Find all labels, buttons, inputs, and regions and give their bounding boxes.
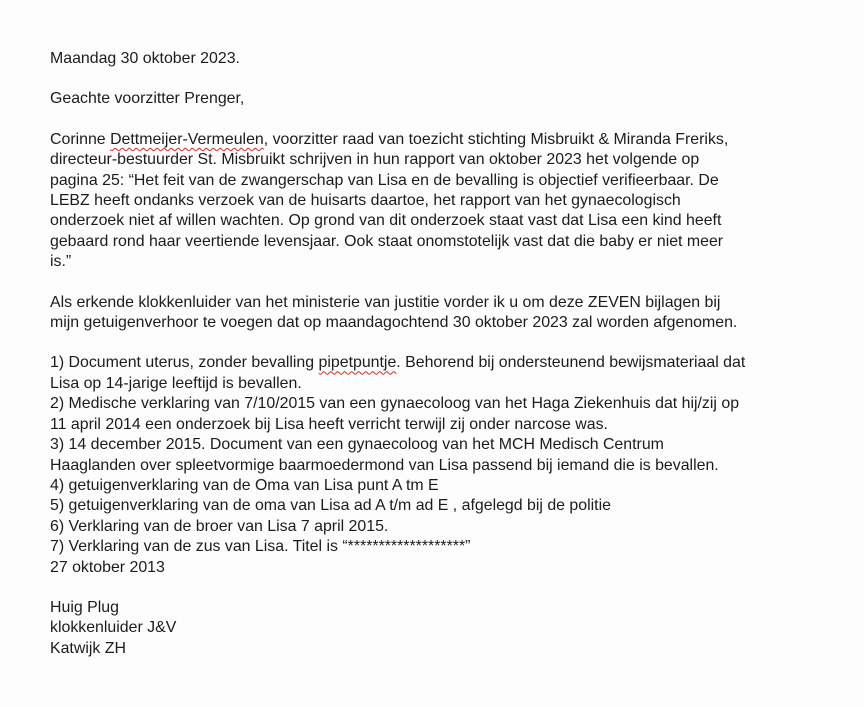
signature-place: Katwijk ZH: [50, 639, 126, 657]
list-item: 6) Verklaring van de broer van Lisa 7 april 2015.: [50, 517, 389, 535]
signature-block: [50, 598, 830, 659]
paragraph-line: directeur-bestuurder St. Misbruikt schrijven in hun rapport van oktober 2023 het volgende op: [50, 151, 700, 169]
list-item: 7) Verklaring van de zus van Lisa. Titel is “*******************”: [50, 538, 471, 556]
date-line: [50, 49, 830, 69]
signature-role: klokkenluider J&V: [50, 619, 177, 637]
letter-body: [50, 49, 830, 659]
list-item-continuation: Lisa op 14-jarige leeftijd is bevallen.: [50, 374, 302, 392]
paragraph-demand: [50, 293, 830, 334]
salutation-text: Geachte voorzitter Prenger,: [50, 90, 245, 108]
list-item-continuation: 11 april 2014 een onderzoek bij Lisa heeft verricht terwijl zij onder narcose was.: [50, 415, 608, 433]
paragraph-line: mijn getuigenverhoor te voegen dat op maandagochtend 30 oktober 2023 zal worden afgenomen.: [50, 314, 738, 332]
paragraph-line: [50, 130, 830, 150]
list-item: 2) Medische verklaring van 7/10/2015 van een gynaecoloog van het Haga Ziekenhuis dat hij/zij op: [50, 395, 740, 413]
paragraph-line: is.”: [50, 253, 72, 271]
list-item-continuation: Haaglanden over spleetvormige baarmoedermond van Lisa passend bij iemand die is bevallen.: [50, 456, 719, 474]
line-text: . Behorend bij ondersteunend bewijsmateriaal dat: [396, 354, 746, 372]
spellcheck-flagged-word: Dettmeijer-Vermeulen: [110, 130, 264, 148]
paragraph-line: gebaard rond haar veertiende levensjaar. Ook staat onomstotelijk vast dat die baby er niet meer: [50, 232, 724, 250]
paragraph-line: LEBZ heeft ondanks verzoek van de huisarts daartoe, het rapport van het gynaecologisch: [50, 192, 681, 210]
line-text: Corinne: [50, 130, 111, 148]
line-text: , voorzitter raad van toezicht stichting Misbruikt & Miranda Freriks,: [263, 130, 729, 148]
attachment-list: [50, 353, 830, 577]
date-text: Maandag 30 oktober 2023.: [50, 50, 240, 67]
signature-name: Huig Plug: [50, 598, 119, 616]
list-item: 4) getuigenverklaring van de Oma van Lisa punt A tm E: [50, 476, 439, 494]
line-text: 1) Document uterus, zonder bevalling: [50, 354, 319, 372]
spellcheck-flagged-word: pipetpuntje: [318, 354, 397, 372]
list-item: 3) 14 december 2015. Document van een gynaecoloog van het MCH Medisch Centrum: [50, 436, 664, 454]
paragraph-line: pagina 25: “Het feit van de zwangerschap van Lisa en de bevalling is objectief verifieerbaar. De: [50, 171, 719, 189]
paragraph-line: onderzoek niet af willen wachten. Op grond van dit onderzoek staat vast dat Lisa een kind heeft: [50, 212, 722, 230]
list-item: 5) getuigenverklaring van de oma van Lisa ad A t/m ad E , afgelegd bij de politie: [50, 497, 611, 515]
list-item: [50, 353, 830, 373]
paragraph-report-quote: [50, 130, 830, 273]
salutation: [50, 89, 830, 109]
paragraph-line: Als erkende klokkenluider van het ministerie van justitie vorder ik u om deze ZEVEN bijlagen bij: [50, 293, 721, 311]
list-item-date: 27 oktober 2013: [50, 558, 165, 576]
